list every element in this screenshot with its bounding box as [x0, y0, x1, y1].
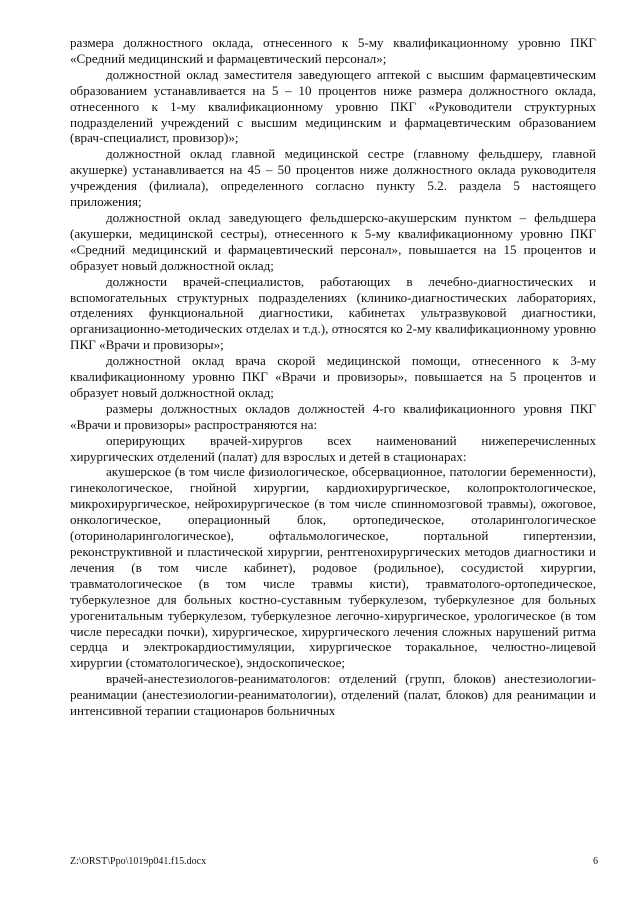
- paragraph: размеры должностных окладов должностей 4-го квалификационного уровня ПКГ «Врачи и провизоры» распространяются на:: [70, 400, 596, 432]
- paragraph-department-list: акушерское (в том числе физиологическое, обсервационное, патологии беременности), гинекологическое, гнойной хирургии, кардиохирургическое, колопроктологическое, микрохирургическое, нейрохирургическое (в том числе спинномозговой травмы), ожоговое, онкологическое, операционный блок, ортопедическое, отоларингологическое (оториноларингологическое), офтальмологическое, портальной гипертензии, реконструктивной и пластической хирургии, рентгенохирургических методов диагностики и лечения (в том числе кабинет), родовое (родильное), сосудистой хирургии, травматологическое (в том числе травмы кисти), травматолого-ортопедическое, туберкулезное для больных костно-суставным туберкулезом, туберкулезное для больных урогенитальным туберкулезом, туберкулезное легочно-хирургическое, урологическое (в том числе пересадки почки), хирургическое, хирургического лечения сложных нарушений ритма сердца и электрокардиостимуляции, хирургическое торакальное, челюстно-лицевой хирургии (стоматологическое), эндоскопическое;: [70, 464, 596, 671]
- paragraph-continuation: размера должностного оклада, отнесенного к 5-му квалификационному уровню ПКГ «Средний медицинский и фармацевтический персонал»;: [70, 35, 596, 66]
- page-number: 6: [593, 856, 598, 867]
- footer-file-path: Z:\ORST\Ppo\1019p041.f15.docx: [70, 856, 207, 867]
- document-body: [70, 35, 596, 719]
- paragraph: должностной оклад врача скорой медицинской помощи, отнесенного к 3-му квалификационному уровню ПКГ «Врачи и провизоры», повышается на 5 процентов и образует новый должностной оклад;: [70, 353, 596, 400]
- paragraph: должностной оклад главной медицинской сестре (главному фельдшеру, главной акушерке) устанавливается на 45 – 50 процентов ниже должностного оклада руководителя учреждения (филиала), определенного согласно пункту 5.2. раздела 5 настоящего приложения;: [70, 146, 596, 210]
- paragraph: должностной оклад заведующего фельдшерско-акушерским пунктом – фельдшера (акушерки, медицинской сестры), отнесенного к 5-му квалификационному уровню ПКГ «Средний медицинский и фармацевтический персонал», повышается на 15 процентов и образует новый должностной оклад;: [70, 209, 596, 273]
- paragraph: должности врачей-специалистов, работающих в лечебно-диагностических и вспомогательных структурных подразделениях (клинико-диагностических лабораториях, отделениях функциональной диагностики, кабинетах ультразвуковой диагностики, организационно-методических отделах и т.д.), относятся ко 2-му квалификационному уровню ПКГ «Врачи и провизоры»;: [70, 273, 596, 353]
- paragraph: должностной оклад заместителя заведующего аптекой с высшим фармацевтическим образованием устанавливается на 5 – 10 процентов ниже размера должностного оклада, отнесенного к 1-му квалификационному уровню ПКГ «Руководители структурных подразделений учреждений с высшим медицинским и фармацевтическим образованием (врач-специалист, провизор)»;: [70, 66, 596, 146]
- paragraph: врачей-анестезиологов-реаниматологов: отделений (групп, блоков) анестезиологии-реанимации (анестезиологии-реаниматологии), отделений (палат, блоков) для реанимации и интенсивной терапии стационаров больничных: [70, 671, 596, 719]
- paragraph: оперирующих врачей-хирургов всех наименований нижеперечисленных хирургических отделений (палат) для взрослых и детей в стационарах:: [70, 432, 596, 464]
